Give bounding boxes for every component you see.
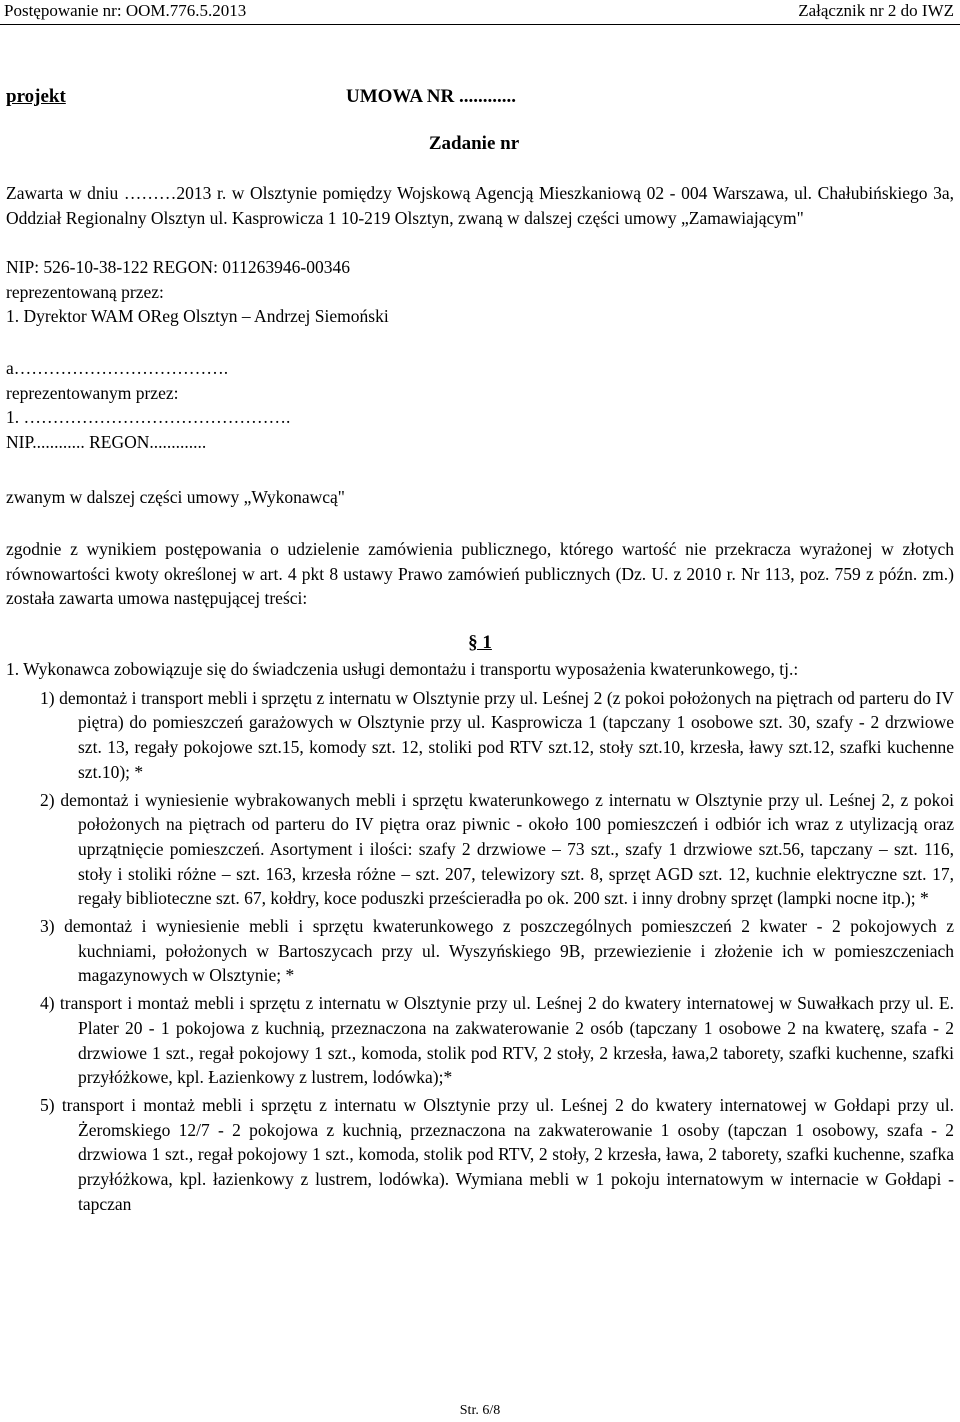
attachment-label: Załącznik nr 2 do IWZ <box>798 1 954 20</box>
section-1-paragraph-1: 1. Wykonawca zobowiązuje się do świadczenia usługi demontażu i transportu wyposażenia kwaterunkowego, tj.: <box>6 659 799 679</box>
case-number: Postępowanie nr: OOM.776.5.2013 <box>4 1 247 20</box>
represented-by-label: reprezentowaną przez: <box>6 281 164 302</box>
page-number: Str. 6/8 <box>459 1403 501 1418</box>
wykonawca-line: zwanym w dalszej części umowy „Wykonawcą" <box>6 487 345 507</box>
contractor-name-line: a………………………………. <box>6 358 229 378</box>
list-item: 1) demontaż i transport mebli i sprzętu z internatu w Olsztynie przy ul. Leśnej 2 (z pokoi położonych na piętrach od parteru do IV piętra) do pomieszczeń garażowych w Olsztynie przy ul. Kasprowicza 1 (tapczany 1 osobowe szt. 30, szafy - 2 drzwiowe szt. 13, regały pokojowe szt.15, komody szt. 12, stoliki pod RTV szt.12, stoły szt.10, krzesła, ławy szt.12, szafki kuchenne szt.10); * <box>40 687 954 782</box>
list-item: 5) transport i montaż mebli i sprzętu z internatu w Olsztynie przy ul. Leśnej 2 do kwatery internatowej w Gołdapi przy ul. Żeromskiego 12/7 - 2 pokojowa z kuchnią, przeznaczona na zakwaterowanie 1 osoby (tapczan 1 osobowy, szafa - 2 drzwiowa 1 szt., regał pokojowy 1 szt., komoda, stolik pod RTV, 2 stoły, 2 krzesła, ława, 2 taborety, szafki kuchenne, szafka przyłóżkowa, kpl. łazienkowy z lustrem, lodówka). Wymiana mebli w 1 pokoju internatowym w internacie w Gołdapi - tapczan <box>40 1094 954 1214</box>
contractor-details <box>6 356 954 454</box>
list-item: 2) demontaż i wyniesienie wybrakowanych mebli i sprzętu kwaterunkowego z internatu w Olsztynie przy ul. Leśnej 2, z pokoi położonych na piętrach od parteru do IV piętra oraz piwnic - około 100 pomieszczeń i odbiór ich wraz z utylizacją oraz uprzątnięcie pomieszczeń. Asortyment i ilości: szafy 2 drzwiowe – 73 szt., szafy 1 drzwiowe szt.56, tapczany – szt. 116, stoły i stoliki różne – szt. 163, krzesła różne – szt. 207, telewizory szt. 8, sprzęt AGD szt. 12, kuchnie elektryczne szt. 17, regały biblioteczne szt. 67, kołdry, koce poduszki prześcieradła po ok. 200 szt. i inny drobny sprzęt (lampki nocne itp.); * <box>40 789 954 909</box>
contractor-representative-line: 1. ………………………………………. <box>6 407 291 427</box>
zawarta-paragraph: Zawarta w dniu ………2013 r. w Olsztynie pomiędzy Wojskową Agencją Mieszkaniową 02 - 004 Warszawa, ul. Chałubińskiego 3a, Oddział Regionalny Olsztyn ul. Kasprowicza 1 10-219 Olsztyn, zwaną w dalszej części umowy „Zamawiającym" <box>6 183 954 228</box>
contract-intro <box>6 181 954 230</box>
contractor-definition <box>6 485 954 510</box>
contractor-represented-label: reprezentowanym przez: <box>6 382 179 403</box>
list-item: 3) demontaż i wyniesienie mebli i sprzętu kwaterunkowego z poszczególnych pomieszczeń 2 kwater - 2 pokojowych z kuchniami, położonych w Bartoszycach przy ul. Wyszyńskiego 9B, przewiezienie i złożenie ich w pomieszczeniach magazynowych w Olsztynie; * <box>40 916 954 986</box>
section-heading <box>0 632 960 654</box>
zgodnie-paragraph: zgodnie z wynikiem postępowania o udzielenie zamówienia publicznego, którego wartość nie przekracza wyrażonej w złotych równowartości kwoty określonej w art. 4 pkt 8 ustawy Prawo zamówień publicznych (Dz. U. z 2010 r. Nr 113, poz. 759 z późn. zm.) została zawarta umowa następującej treści: <box>6 539 954 608</box>
page-header <box>0 0 960 25</box>
basis-paragraph <box>6 537 954 611</box>
contractor-nip-regon-line: NIP............ REGON............. <box>6 431 207 452</box>
section-symbol: § 1 <box>468 632 492 653</box>
list-item: 4) transport i montaż mebli i sprzętu z internatu w Olsztynie przy ul. Leśnej 2 do kwatery internatowej w Suwałkach przy ul. E. Plater 20 - 1 pokojowa z kuchnią, przeznaczona na zakwaterowanie 2 osób (tapczany 1 osobowe 2 na kwaterę, szafa - 2 drzwiowe 1 szt., regał pokojowy 1 szt., komoda, stolik pod RTV, 2 stoły, 2 krzesła, ława,2 taborety, szafki kuchenne, szafki przyłóżkowe, kpl. Łazienkowy z lustrem, lodówka);* <box>40 993 954 1088</box>
director-line: 1. Dyrektor WAM OReg Olsztyn – Andrzej Siemoński <box>6 306 389 326</box>
section-1-content <box>6 657 954 1216</box>
ordering-party-details <box>6 255 954 329</box>
task-number: Zadanie nr <box>428 133 520 154</box>
nip-regon-line: NIP: 526-10-38-122 REGON: 011263946-00346 <box>6 257 350 277</box>
contract-title: UMOWA NR ............ <box>346 86 516 107</box>
title-row <box>6 86 954 112</box>
projekt-label: projekt <box>6 86 66 107</box>
